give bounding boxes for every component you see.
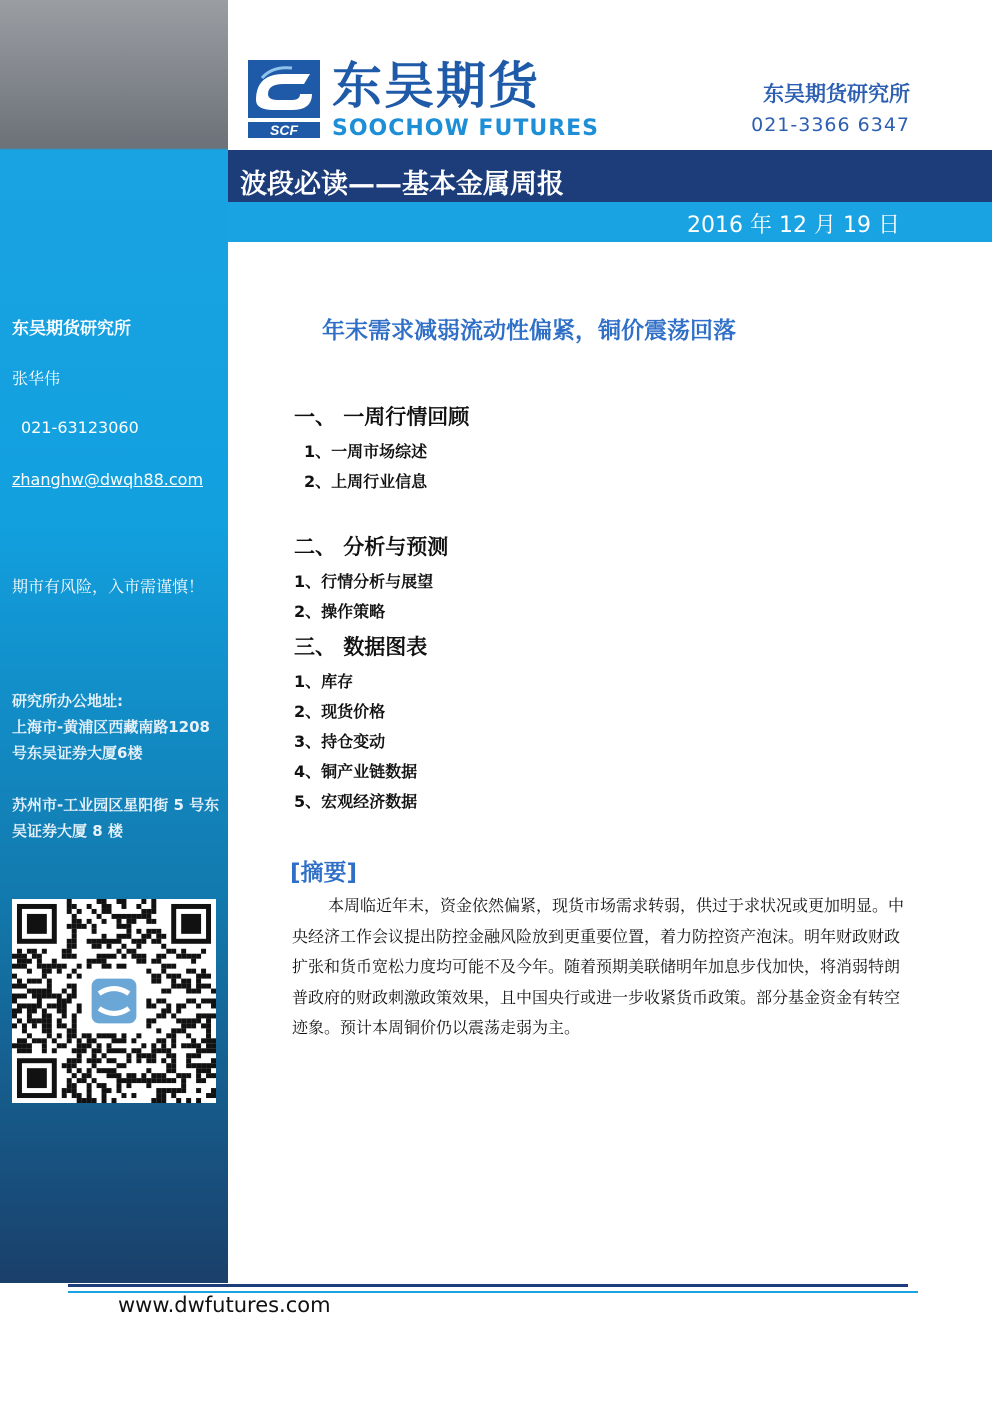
toc-heading-1: 一、 一周行情回顾 [294,405,470,429]
toc-item: 2、操作策略 [294,602,386,621]
address-label: 研究所办公地址: [12,692,123,710]
toc-item: 2、现货价格 [294,702,386,721]
abstract-text: 本周临近年末，资金依然偏紧，现货市场需求转弱，供过于求状况或更加明显。中央经济工作会议提出防控金融风险放到更重要位置，着力防控资产泡沫。明年财政财政扩张和货币宽松力度均可能不及今年。随着预期美联储明年加息步伐加快，将消弱特朗普政府的财政刺激政策效果，且中国央行或进一步收紧货币政策。部分基金资金有转空迹象。预计本周铜价仍以震荡走弱为主。 [292,896,905,1037]
brand-name-cn: 东吴期货 [332,57,540,115]
analyst-name: 张华伟 [12,369,61,388]
footer-divider [68,1284,908,1287]
analyst-email-link[interactable]: zhanghw@dwqh88.com [12,470,204,489]
toc-item: 5、宏观经济数据 [294,792,418,811]
toc-item: 2、上周行业信息 [304,472,428,491]
toc-item: 3、持仓变动 [294,732,386,751]
address-suzhou: 苏州市-工业园区星阳街 5 号东吴证券大厦 8 楼 [12,796,220,840]
header-institute: 东吴期货研究所 [763,82,910,106]
analyst-phone: 021-63123060 [21,418,139,437]
sidebar-institute: 东吴期货研究所 [12,319,131,339]
toc-heading-2: 二、 分析与预测 [294,535,449,559]
toc-heading-3: 三、 数据图表 [294,635,428,659]
toc-item: 4、铜产业链数据 [294,762,418,781]
brand-name-en: SOOCHOW FUTURES [332,116,600,141]
address-block [12,688,222,766]
logo-text: SCF [270,122,298,138]
report-title: 波段必读——基本金属周报 [240,169,564,200]
risk-notice: 期市有风险，入市需谨慎！ [12,577,205,596]
report-date: 2016 年 12 月 19 日 [687,213,900,238]
toc-item: 1、库存 [294,672,354,691]
footer-website-link[interactable]: www.dwfutures.com [118,1293,331,1317]
toc-item: 1、行情分析与展望 [294,572,434,591]
toc-item: 1、一周市场综述 [304,442,428,461]
abstract-label: [摘要] [290,860,358,886]
qr-code [12,899,216,1103]
headline: 年末需求减弱流动性偏紧，铜价震荡回落 [322,318,736,344]
address-shanghai: 上海市-黄浦区西藏南路1208号东吴证券大厦6楼 [12,718,210,762]
brand-logo [248,60,320,142]
header-phone: 021-3366 6347 [751,114,910,136]
